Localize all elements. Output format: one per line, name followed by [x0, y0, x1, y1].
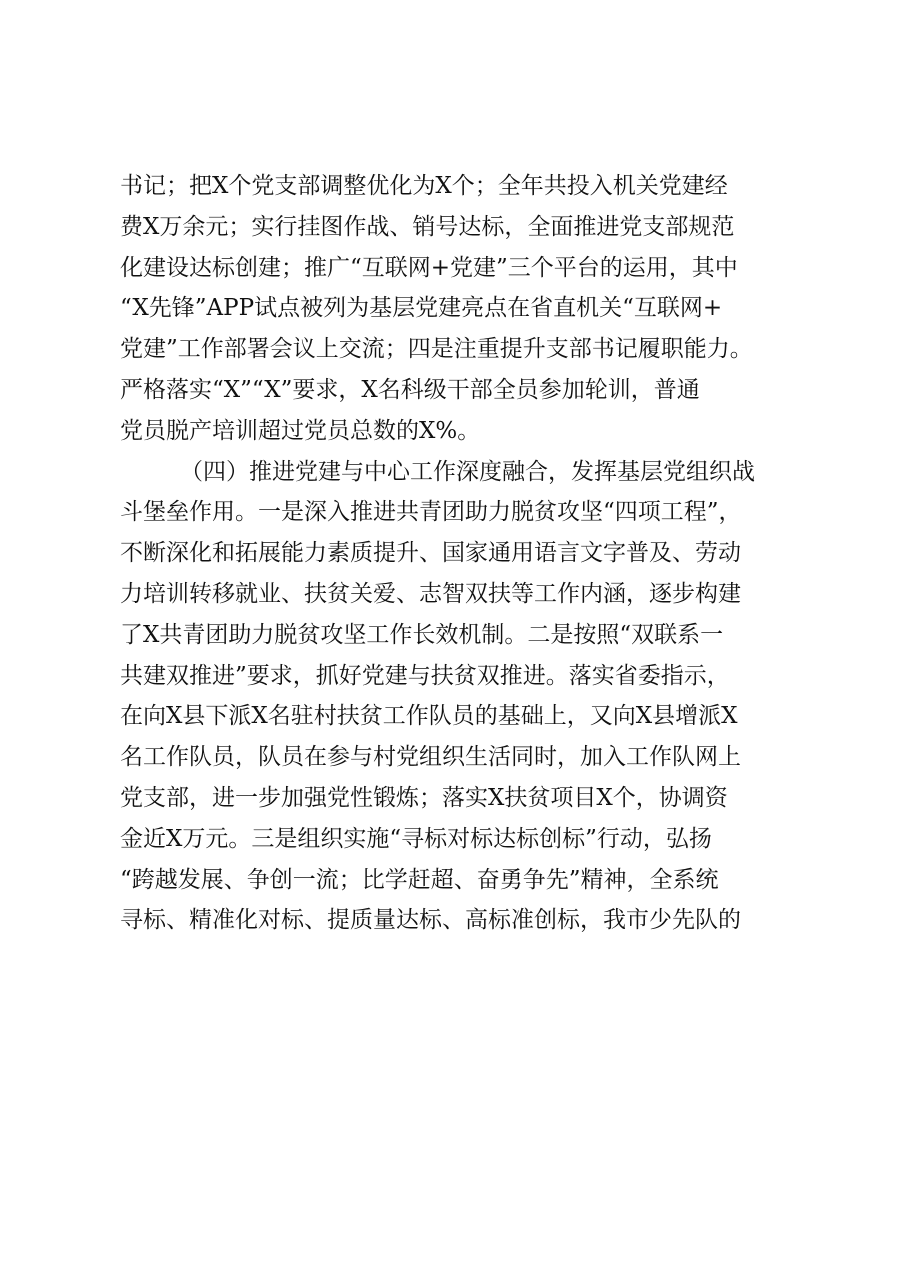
text-line: 党建”工作部署会议上交流；四是注重提升支部书记履职能力。	[120, 336, 753, 363]
text-line: 金近X万元。三是组织实施“寻标对标达标创标”行动，弘扬	[120, 825, 712, 852]
text-line: 不断深化和拓展能力素质提升、国家通用语言文字普及、劳动	[120, 540, 741, 567]
text-line: 斗堡垒作用。一是深入推进共青团助力脱贫攻坚“四项工程”，	[120, 499, 742, 526]
text-line: 共建双推进”要求，抓好党建与扶贫双推进。落实省委指示，	[120, 662, 730, 689]
text-line: 化建设达标创建；推广“互联网+党建”三个平台的运用，其中	[120, 254, 738, 281]
text-line: “跨越发展、争创一流；比学赶超、奋勇争先”精神，全系统	[120, 866, 719, 893]
text-line: 在向X县下派X名驻村扶贫工作队员的基础上，又向X县增派X	[120, 703, 738, 730]
text-line: 党员脱产培训超过党员总数的X%。	[120, 417, 481, 444]
text-line: 了X共青团助力脱贫攻坚工作长效机制。二是按照“双联系一	[120, 621, 724, 648]
text-line: 名工作队员，队员在参与村党组织生活同时，加入工作队网上	[120, 744, 741, 771]
text-line: “X先锋”APP试点被列为基层党建亮点在省直机关“互联网+	[120, 295, 723, 322]
text-line: 力培训转移就业、扶贫关爱、志智双扶等工作内涵，逐步构建	[120, 580, 741, 607]
text-line: 费X万余元；实行挂图作战、销号达标，全面推进党支部规范	[120, 213, 735, 240]
text-line: 寻标、精准化对标、提质量达标、高标准创标，我市少先队的	[120, 907, 741, 934]
text-line: 书记；把X个党支部调整优化为X个；全年共投入机关党建经	[120, 173, 728, 199]
text-line: 党支部，进一步加强党性锻炼；落实X扶贫项目X个，协调资	[120, 784, 728, 811]
section-heading-line: （四）推进党建与中心工作深度融合，发挥基层党组织战	[180, 458, 755, 485]
body-text	[120, 166, 800, 941]
text-line: 严格落实“X”“X”要求，X名科级干部全员参加轮训，普通	[120, 376, 700, 403]
